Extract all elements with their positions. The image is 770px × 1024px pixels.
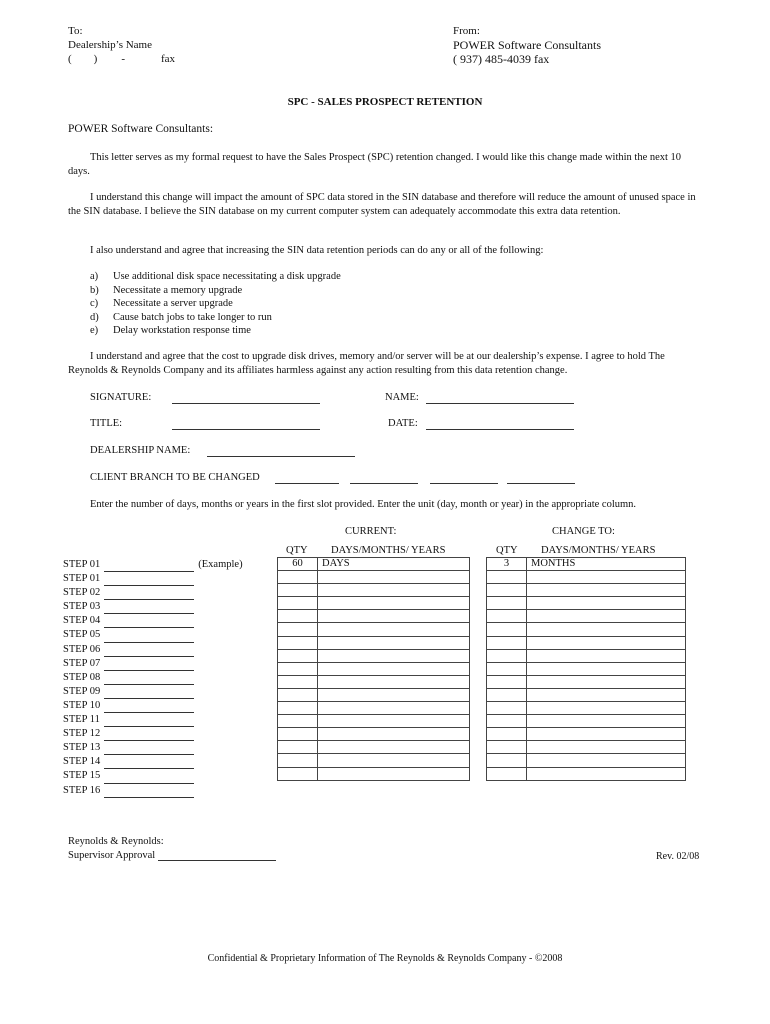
qty-cell[interactable] xyxy=(278,728,318,741)
qty-cell[interactable] xyxy=(487,675,527,688)
qty-cell[interactable] xyxy=(487,610,527,623)
qty-cell[interactable] xyxy=(487,597,527,610)
title-label: TITLE: xyxy=(90,418,123,429)
step-label: STEP 15 xyxy=(63,770,101,782)
step-row xyxy=(63,784,243,798)
grid-row xyxy=(487,623,686,636)
step-name-field[interactable] xyxy=(104,589,194,600)
step-row xyxy=(63,713,243,727)
step-name-field[interactable] xyxy=(104,575,194,586)
current-qty-header: QTY xyxy=(286,545,308,556)
paragraph-agree: I also understand and agree that increasing the SIN data retention periods can do any or all of the following: xyxy=(90,245,544,256)
grid-row xyxy=(278,741,470,754)
unit-cell[interactable] xyxy=(527,584,686,597)
qty-cell[interactable] xyxy=(278,597,318,610)
unit-cell[interactable] xyxy=(318,662,470,675)
step-name-field[interactable] xyxy=(104,617,194,628)
qty-cell[interactable] xyxy=(487,728,527,741)
title-field[interactable] xyxy=(172,419,320,430)
from-phone: ( 937) 485-4039 fax xyxy=(453,52,550,66)
qty-cell[interactable] xyxy=(487,688,527,701)
step-label: STEP 12 xyxy=(63,728,101,740)
to-dealership-name: Dealership’s Name xyxy=(68,39,152,51)
instruction-text: Enter the number of days, months or years in the first slot provided. Enter the unit (day, month or year) in the appropriate column. xyxy=(90,499,637,510)
name-field[interactable] xyxy=(426,393,574,404)
grid-row xyxy=(278,754,470,767)
qty-cell[interactable] xyxy=(278,767,318,780)
qty-cell[interactable] xyxy=(278,649,318,662)
unit-cell[interactable] xyxy=(318,754,470,767)
qty-cell[interactable] xyxy=(278,571,318,584)
grid-row xyxy=(278,767,470,780)
grid-row xyxy=(487,715,686,728)
unit-cell[interactable] xyxy=(527,715,686,728)
grid-row xyxy=(487,610,686,623)
qty-cell[interactable] xyxy=(278,623,318,636)
current-unit-header: DAYS/MONTHS/ YEARS xyxy=(331,545,446,556)
from-name: POWER Software Consultants xyxy=(453,38,601,52)
step-row xyxy=(63,727,243,741)
step-list xyxy=(63,558,243,798)
step-label: STEP 11 xyxy=(63,714,100,726)
step-label: STEP 05 xyxy=(63,629,101,641)
step-row xyxy=(63,572,243,586)
qty-cell[interactable]: 60 xyxy=(278,558,318,571)
unit-cell[interactable]: MONTHS xyxy=(527,558,686,571)
step-row xyxy=(63,685,243,699)
qty-cell[interactable] xyxy=(487,754,527,767)
step-name-field[interactable] xyxy=(104,716,194,727)
step-name-field[interactable] xyxy=(104,688,194,699)
confidential-footer: Confidential & Proprietary Information of The Reynolds & Reynolds Company - ©2008 xyxy=(207,953,563,964)
qty-cell[interactable] xyxy=(487,702,527,715)
step-label: STEP 01 xyxy=(63,573,101,585)
grid-row xyxy=(278,675,470,688)
qty-cell[interactable] xyxy=(487,584,527,597)
qty-cell[interactable] xyxy=(278,584,318,597)
unit-cell[interactable] xyxy=(527,623,686,636)
branch-label: CLIENT BRANCH TO BE CHANGED xyxy=(90,472,260,483)
paragraph-request: This letter serves as my formal request to have the Sales Prospect (SPC) retention changed. I would like this change made within the next 10 days. xyxy=(68,152,682,177)
grid-row xyxy=(278,715,470,728)
to-label: To: xyxy=(68,25,83,37)
unit-cell[interactable] xyxy=(527,636,686,649)
grid-row xyxy=(278,636,470,649)
dealership-label: DEALERSHIP NAME: xyxy=(90,445,191,456)
unit-cell[interactable] xyxy=(318,741,470,754)
qty-cell[interactable] xyxy=(278,610,318,623)
step-row xyxy=(63,614,243,628)
qty-cell[interactable] xyxy=(278,702,318,715)
step-name-field[interactable] xyxy=(104,646,194,657)
unit-cell[interactable] xyxy=(527,597,686,610)
qty-cell[interactable] xyxy=(487,649,527,662)
step-row xyxy=(63,628,243,642)
unit-cell[interactable] xyxy=(318,571,470,584)
qty-cell[interactable] xyxy=(487,662,527,675)
qty-cell[interactable] xyxy=(278,688,318,701)
grid-row xyxy=(487,728,686,741)
dealership-field[interactable] xyxy=(207,446,355,457)
grid-row xyxy=(278,688,470,701)
reynolds-label: Reynolds & Reynolds: xyxy=(68,836,164,847)
unit-cell[interactable] xyxy=(318,649,470,662)
branch-field-4[interactable] xyxy=(507,473,575,484)
unit-cell[interactable] xyxy=(318,767,470,780)
step-name-field[interactable] xyxy=(104,730,194,741)
unit-cell[interactable] xyxy=(318,728,470,741)
list-item: a) Use additional disk space necessitating a disk upgrade xyxy=(90,271,341,282)
grid-row xyxy=(278,662,470,675)
name-label: NAME: xyxy=(385,392,419,403)
change-qty-header: QTY xyxy=(496,545,518,556)
grid-row xyxy=(278,623,470,636)
unit-cell[interactable] xyxy=(527,728,686,741)
step-name-field[interactable] xyxy=(104,773,194,784)
date-field[interactable] xyxy=(426,419,574,430)
step-label: STEP 01 xyxy=(63,559,101,570)
salutation: POWER Software Consultants: xyxy=(68,123,214,135)
grid-row xyxy=(278,702,470,715)
step-row xyxy=(63,600,243,614)
grid-row xyxy=(487,584,686,597)
unit-cell[interactable] xyxy=(318,688,470,701)
step-name-field[interactable] xyxy=(104,744,194,755)
qty-cell[interactable] xyxy=(278,636,318,649)
step-row xyxy=(63,643,243,657)
unit-cell[interactable] xyxy=(318,610,470,623)
unit-cell[interactable] xyxy=(318,636,470,649)
step-name-field[interactable] xyxy=(104,787,194,798)
page-title: SPC - SALES PROSPECT RETENTION xyxy=(287,96,483,108)
step-row xyxy=(63,769,243,783)
qty-cell[interactable] xyxy=(278,754,318,767)
step-name-field[interactable] xyxy=(104,758,194,769)
qty-cell[interactable] xyxy=(487,767,527,780)
unit-cell[interactable] xyxy=(527,610,686,623)
step-row xyxy=(63,671,243,685)
unit-cell[interactable] xyxy=(318,702,470,715)
unit-cell[interactable] xyxy=(318,584,470,597)
grid-row xyxy=(487,702,686,715)
step-row xyxy=(63,586,243,600)
grid-row xyxy=(487,571,686,584)
change-grid xyxy=(486,557,686,781)
paragraph-expense: I understand and agree that the cost to upgrade disk drives, memory and/or server will be at our dealership’s expense. I agree to hold The Reynolds & Reynolds Company and its affiliates harmless against any action resulting from this data retention change. xyxy=(68,351,665,376)
step-name-field[interactable] xyxy=(104,561,194,572)
unit-cell[interactable] xyxy=(527,741,686,754)
grid-row xyxy=(487,597,686,610)
revision-label: Rev. 02/08 xyxy=(656,851,700,862)
qty-cell[interactable]: 3 xyxy=(487,558,527,571)
to-phone: ( ) - fax xyxy=(68,53,176,65)
unit-cell[interactable] xyxy=(527,571,686,584)
list-item: b) Necessitate a memory upgrade xyxy=(90,284,243,296)
unit-cell[interactable] xyxy=(527,649,686,662)
step-row xyxy=(63,755,243,769)
grid-row xyxy=(278,584,470,597)
grid-row xyxy=(278,597,470,610)
unit-cell[interactable] xyxy=(527,754,686,767)
from-block xyxy=(453,24,601,66)
to-block xyxy=(68,24,175,66)
unit-cell[interactable] xyxy=(318,715,470,728)
supervisor-approval: Supervisor Approval xyxy=(68,850,276,861)
grid-row xyxy=(278,649,470,662)
step-label: STEP 16 xyxy=(63,784,101,796)
step-name-field[interactable] xyxy=(104,702,194,713)
qty-cell[interactable] xyxy=(487,636,527,649)
unit-cell[interactable] xyxy=(527,675,686,688)
unit-cell[interactable] xyxy=(527,767,686,780)
step-row xyxy=(63,741,243,755)
qty-cell[interactable] xyxy=(278,662,318,675)
change-unit-header: DAYS/MONTHS/ YEARS xyxy=(541,545,656,556)
qty-cell[interactable] xyxy=(278,741,318,754)
grid-row xyxy=(278,728,470,741)
qty-cell[interactable] xyxy=(487,715,527,728)
step-name-field[interactable] xyxy=(104,674,194,685)
qty-cell[interactable] xyxy=(487,623,527,636)
step-label: STEP 04 xyxy=(63,615,101,627)
consequence-list xyxy=(90,270,341,338)
list-item: c) Necessitate a server upgrade xyxy=(90,298,233,309)
signature-field[interactable] xyxy=(172,393,320,404)
unit-cell[interactable] xyxy=(527,662,686,675)
grid-row xyxy=(487,675,686,688)
grid-row xyxy=(278,558,470,571)
step-label: STEP 06 xyxy=(63,643,101,655)
branch-field-3[interactable] xyxy=(430,473,498,484)
grid-row xyxy=(487,754,686,767)
unit-cell[interactable] xyxy=(318,675,470,688)
step-label: STEP 09 xyxy=(63,685,101,697)
change-heading: CHANGE TO: xyxy=(552,526,615,537)
grid-row xyxy=(487,741,686,754)
grid-row xyxy=(487,649,686,662)
unit-cell[interactable] xyxy=(527,688,686,701)
paragraph-impact: I understand this change will impact the amount of SPC data stored in the SIN database and therefore will reduce the amount of unused space in the SIN database. I believe the SIN database on my current computer system can adequately accommodate this extra data retention. xyxy=(68,192,696,217)
grid-row xyxy=(278,571,470,584)
step-label: STEP 13 xyxy=(63,742,101,754)
list-item: d) Cause batch jobs to take longer to run xyxy=(90,311,272,323)
step-name-field[interactable] xyxy=(104,660,194,671)
unit-cell[interactable] xyxy=(318,623,470,636)
example-marker: (Example) xyxy=(198,559,243,570)
step-label: STEP 08 xyxy=(63,671,101,683)
unit-cell[interactable] xyxy=(318,597,470,610)
qty-cell[interactable] xyxy=(278,675,318,688)
step-label: STEP 02 xyxy=(63,587,101,599)
list-item: e) Delay workstation response time xyxy=(90,325,251,336)
from-label: From: xyxy=(453,25,480,37)
step-row xyxy=(63,558,243,572)
unit-cell[interactable] xyxy=(527,702,686,715)
supervisor-approval-field[interactable] xyxy=(158,850,276,861)
step-name-field[interactable] xyxy=(104,632,194,643)
step-row xyxy=(63,699,243,713)
branch-field-1[interactable] xyxy=(275,473,339,484)
current-grid xyxy=(277,557,470,781)
grid-row xyxy=(487,767,686,780)
step-label: STEP 03 xyxy=(63,601,101,613)
qty-cell[interactable] xyxy=(487,741,527,754)
qty-cell[interactable] xyxy=(487,571,527,584)
branch-field-2[interactable] xyxy=(350,473,418,484)
grid-row xyxy=(487,636,686,649)
step-label: STEP 10 xyxy=(63,699,101,711)
grid-row xyxy=(487,688,686,701)
step-label: STEP 14 xyxy=(63,756,101,768)
grid-row xyxy=(487,662,686,675)
qty-cell[interactable] xyxy=(278,715,318,728)
current-heading: CURRENT: xyxy=(345,526,397,537)
step-row xyxy=(63,657,243,671)
grid-row xyxy=(278,610,470,623)
signature-label: SIGNATURE: xyxy=(90,392,152,403)
step-label: STEP 07 xyxy=(63,657,101,669)
grid-row xyxy=(487,558,686,571)
unit-cell[interactable]: DAYS xyxy=(318,558,470,571)
date-label: DATE: xyxy=(388,418,418,429)
step-name-field[interactable] xyxy=(104,603,194,614)
